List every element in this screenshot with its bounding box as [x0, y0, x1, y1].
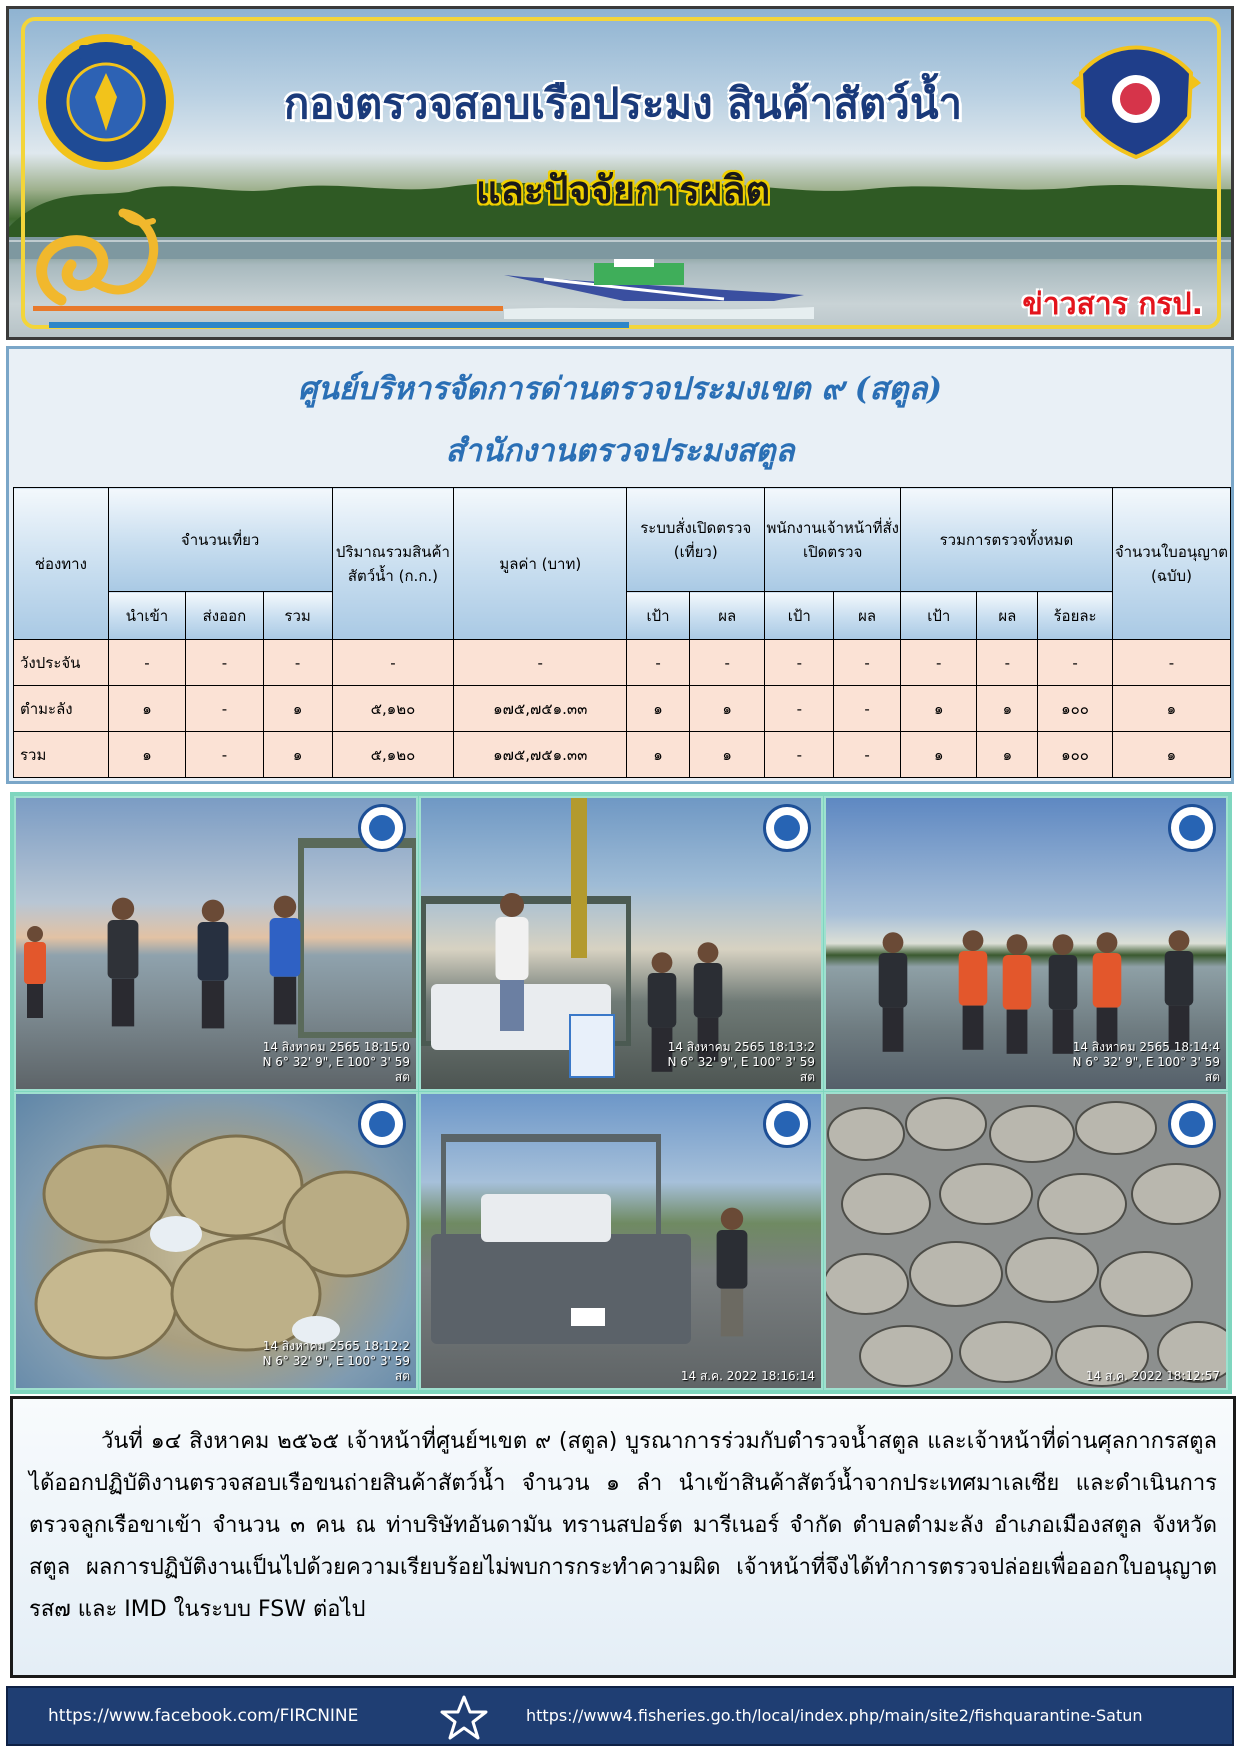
cell-value: ๑๗๕,๗๕๑.๓๓: [454, 686, 627, 732]
person-figure: [879, 932, 908, 1052]
office-info-panel: [6, 346, 1234, 784]
cell-quantity: ๕,๑๒๐: [332, 732, 454, 778]
photo-officers-riverside: [14, 796, 418, 1091]
cell-tot-result: ๑: [977, 686, 1038, 732]
cell-quantity: -: [332, 640, 454, 686]
cell-sys-result: ๑: [690, 686, 765, 732]
col-trips: จำนวนเที่ยว: [108, 488, 332, 592]
inspection-stats-table: [13, 487, 1231, 778]
cell-off-target: -: [765, 732, 834, 778]
cargo-sacks: [481, 1194, 611, 1242]
sub-off-result: ผล: [834, 592, 901, 640]
cell-sys-result: -: [690, 640, 765, 686]
person-figure: [496, 893, 529, 1031]
photo-clams: [824, 1092, 1228, 1390]
person-figure: [108, 898, 139, 1027]
banner-accent-blue: [49, 322, 629, 328]
fisheries-badge-icon: [358, 1100, 406, 1148]
cell-export: -: [186, 686, 264, 732]
sub-sys-target: เป้า: [627, 592, 690, 640]
center-heading: ศูนย์บริหารจัดการด่านตรวจประมงเขต ๙ (สตูล): [297, 371, 943, 407]
fisheries-badge-icon: [763, 804, 811, 852]
person-figure: [1049, 934, 1078, 1054]
cell-tot-percent: ๑๐๐: [1038, 686, 1113, 732]
col-permits: จำนวนใบอนุญาต (ฉบับ): [1112, 488, 1230, 640]
cell-export: -: [186, 732, 264, 778]
cell-off-target: -: [765, 686, 834, 732]
report-text-box: [10, 1396, 1236, 1678]
office-heading: สำนักงานตรวจประมงสตูล: [445, 433, 795, 469]
sub-sum: รวม: [263, 592, 332, 640]
cell-sys-target: ๑: [627, 732, 690, 778]
person-figure: [198, 900, 229, 1029]
cargo-sack: [569, 1014, 615, 1078]
cell-sys-result: ๑: [690, 732, 765, 778]
cell-off-result: -: [834, 732, 901, 778]
banner-accent-orange: [33, 306, 503, 311]
fisheries-badge-icon: [1168, 1100, 1216, 1148]
sub-tot-percent: ร้อยละ: [1038, 592, 1113, 640]
cell-tot-percent: -: [1038, 640, 1113, 686]
news-label: ข่าวสาร กรป.: [1022, 287, 1203, 322]
header-banner: [6, 6, 1234, 340]
table-row: [14, 686, 1231, 732]
person-figure: [1165, 930, 1194, 1050]
cell-permits: ๑: [1112, 686, 1230, 732]
col-total-inspect: รวมการตรวจทั้งหมด: [901, 488, 1113, 592]
person-figure: [1093, 932, 1122, 1052]
photo-group-officers: [824, 796, 1228, 1091]
person-figure: [717, 1208, 748, 1337]
cell-value: ๑๗๕,๗๕๑.๓๓: [454, 732, 627, 778]
cell-off-target: -: [765, 640, 834, 686]
photo-timestamp: 14 สิงหาคม 2565 18:14:4 N 6° 32' 9", E 100° 3' 59 สต: [1072, 1040, 1220, 1084]
cell-tot-result: -: [977, 640, 1038, 686]
photo-timestamp: 14 สิงหาคม 2565 18:15:0 N 6° 32' 9", E 100° 3' 59 สต: [262, 1040, 410, 1084]
cell-tot-target: -: [901, 640, 977, 686]
pickup-truck: [431, 1234, 691, 1344]
sub-import: นำเข้า: [108, 592, 185, 640]
banner-title-line1: กองตรวจสอบเรือประมง สินค้าสัตว์น้ำ: [283, 79, 963, 128]
photo-timestamp: 14 ส.ค. 2022 18:12:57: [1085, 1369, 1220, 1383]
sub-export: ส่งออก: [186, 592, 264, 640]
cell-export: -: [186, 640, 264, 686]
cell-permits: -: [1112, 640, 1230, 686]
license-plate: [571, 1308, 605, 1326]
sub-tot-target: เป้า: [901, 592, 977, 640]
clams-illustration: [826, 1094, 1228, 1390]
fisheries-badge-icon: [763, 1100, 811, 1148]
fisheries-badge-icon: [358, 804, 406, 852]
cell-tot-target: ๑: [901, 732, 977, 778]
sub-off-target: เป้า: [765, 592, 834, 640]
cell-import: ๑: [108, 732, 185, 778]
fishery-inspection-logo: [1061, 33, 1211, 161]
cell-sys-target: -: [627, 640, 690, 686]
photo-pickup-inspection: [419, 1092, 823, 1390]
photo-horseshoe-crabs: [14, 1092, 418, 1390]
sub-tot-result: ผล: [977, 592, 1038, 640]
col-officer-open: พนักงานเจ้าหน้าที่สั่งเปิดตรวจ: [765, 488, 901, 592]
cell-tot-percent: ๑๐๐: [1038, 732, 1113, 778]
col-quantity: ปริมาณรวมสินค้าสัตว์น้ำ (ก.ก.): [332, 488, 454, 640]
person-figure: [24, 926, 46, 1018]
person-figure: [959, 930, 988, 1050]
table-row: [14, 732, 1231, 778]
region-nine-emblem: [31, 205, 161, 315]
fisheries-badge-icon: [1168, 804, 1216, 852]
photo-timestamp: 14 สิงหาคม 2565 18:12:2 N 6° 32' 9", E 100° 3' 59 สต: [262, 1339, 410, 1383]
cell-import: -: [108, 640, 185, 686]
banner-title-line2: และปัจจัยการผลิต: [475, 168, 771, 212]
report-paragraph: วันที่ ๑๔ สิงหาคม ๒๕๖๕ เจ้าหน้าที่ศูนย์ฯเขต ๙ (สตูล) บูรณาการร่วมกับตำรวจน้ำสตูล และเจ้าหน้าที่ด่านศุลกากรสตูล ได้ออกปฏิบัติงานตรวจสอบเรือขนถ่ายสินค้าสัตว์น้ำ จำนวน ๑ ลำ นำเข้าสินค้าสัตว์น้ำจากประเทศมาเลเซีย และดำเนินการตรวจลูกเรือขาเข้า จำนวน ๓ คน ณ ท่าบริษัทอันดามัน ทรานสปอร์ต มารีเนอร์ จำกัด ตำบลตำมะลัง อำเภอเมืองสตูล จังหวัดสตูล ผลการปฏิบัติงานเป็นไปด้วยความเรียบร้อยไม่พบการกระทำความผิด เจ้าหน้าที่จึงได้ทำการตรวจปล่อยเพื่อออกใบอนุญาต รส๗ และ IMD ในระบบ FSW ต่อไป: [29, 1429, 1217, 1622]
col-channel: ช่องทาง: [14, 488, 109, 640]
photo-timestamp: 14 ส.ค. 2022 18:16:14: [680, 1369, 815, 1383]
col-value: มูลค่า (บาท): [454, 488, 627, 640]
cell-channel: ตำมะลัง: [14, 686, 109, 732]
photo-timestamp: 14 สิงหาคม 2565 18:13:2 N 6° 32' 9", E 100° 3' 59 สต: [667, 1040, 815, 1084]
col-system-open: ระบบสั่งเปิดตรวจ (เที่ยว): [627, 488, 765, 592]
facebook-link[interactable]: https://www.facebook.com/FIRCNINE: [48, 1706, 359, 1726]
cell-sys-target: ๑: [627, 686, 690, 732]
table-row: [14, 640, 1231, 686]
website-link[interactable]: https://www4.fisheries.go.th/local/index.php/main/site2/fishquarantine-Satun: [526, 1706, 1143, 1725]
cell-sum: -: [263, 640, 332, 686]
cell-quantity: ๕,๑๒๐: [332, 686, 454, 732]
cell-tot-target: ๑: [901, 686, 977, 732]
cell-off-result: -: [834, 640, 901, 686]
star-icon: [440, 1694, 488, 1742]
cell-channel: วังประจัน: [14, 640, 109, 686]
cell-off-result: -: [834, 686, 901, 732]
cell-tot-result: ๑: [977, 732, 1038, 778]
cell-sum: ๑: [263, 686, 332, 732]
sub-sys-result: ผล: [690, 592, 765, 640]
photo-unloading-goods: [419, 796, 823, 1091]
cell-channel: รวม: [14, 732, 109, 778]
cell-sum: ๑: [263, 732, 332, 778]
person-figure: [270, 896, 301, 1025]
footer-bar: [6, 1686, 1234, 1746]
photo-gallery: [10, 792, 1232, 1394]
crane-pole: [571, 798, 587, 958]
truck-rack: [298, 838, 418, 1038]
cell-permits: ๑: [1112, 732, 1230, 778]
cell-import: ๑: [108, 686, 185, 732]
person-figure: [1003, 934, 1032, 1054]
cell-value: -: [454, 640, 627, 686]
